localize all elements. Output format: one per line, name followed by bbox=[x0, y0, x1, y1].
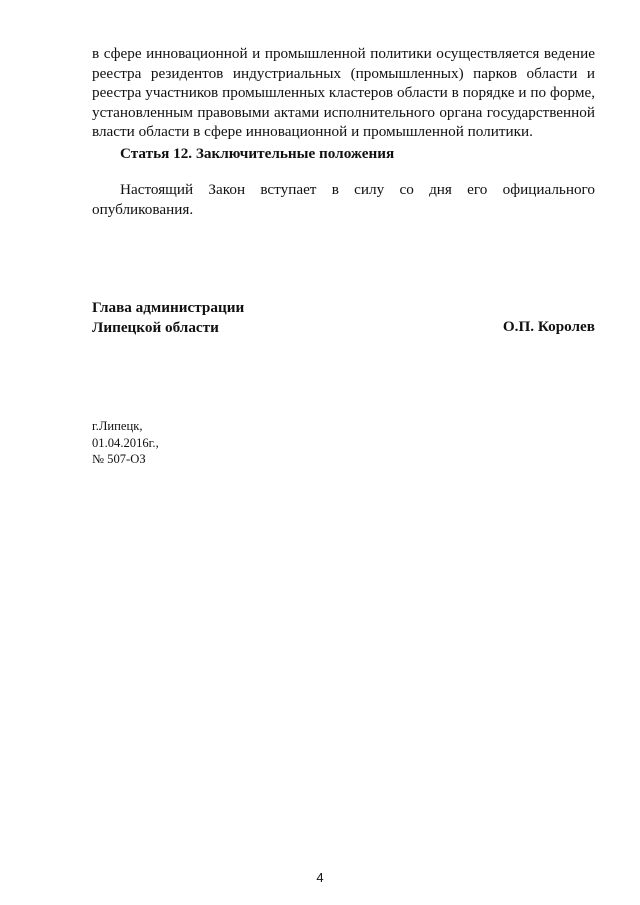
law-number: № 507-ОЗ bbox=[92, 452, 146, 466]
paragraph-line: реестра резидентов индустриальных (промышленных) парков области и bbox=[92, 64, 595, 82]
position-line-1: Глава администрации bbox=[92, 299, 245, 316]
paragraph-line: Настоящий Закон вступает в силу со дня его официального bbox=[120, 181, 595, 198]
signatory-name: О.П. Королев bbox=[502, 318, 595, 335]
city: г.Липецк, bbox=[92, 419, 143, 433]
signatory-position bbox=[92, 298, 244, 337]
article-11-continuation bbox=[92, 44, 595, 142]
page-number: 4 bbox=[316, 870, 324, 885]
paragraph-line: установленным правовыми актами исполнительного органа государственной bbox=[92, 103, 595, 121]
paragraph-line: в сфере инновационной и промышленной политики осуществляется ведение bbox=[92, 45, 595, 62]
paragraph-line: опубликования. bbox=[92, 200, 194, 218]
law-metadata bbox=[92, 418, 159, 468]
date: 01.04.2016г., bbox=[92, 435, 159, 450]
article-12-heading: Статья 12. Заключительные положения bbox=[120, 145, 395, 162]
paragraph-line: реестра участников промышленных кластеров области в порядке и по форме, bbox=[92, 84, 595, 101]
paragraph-line: власти области в сфере инновационной и промышленной политики. bbox=[92, 123, 533, 140]
article-12-paragraph bbox=[92, 180, 595, 219]
position-line-2: Липецкой области bbox=[92, 318, 219, 336]
